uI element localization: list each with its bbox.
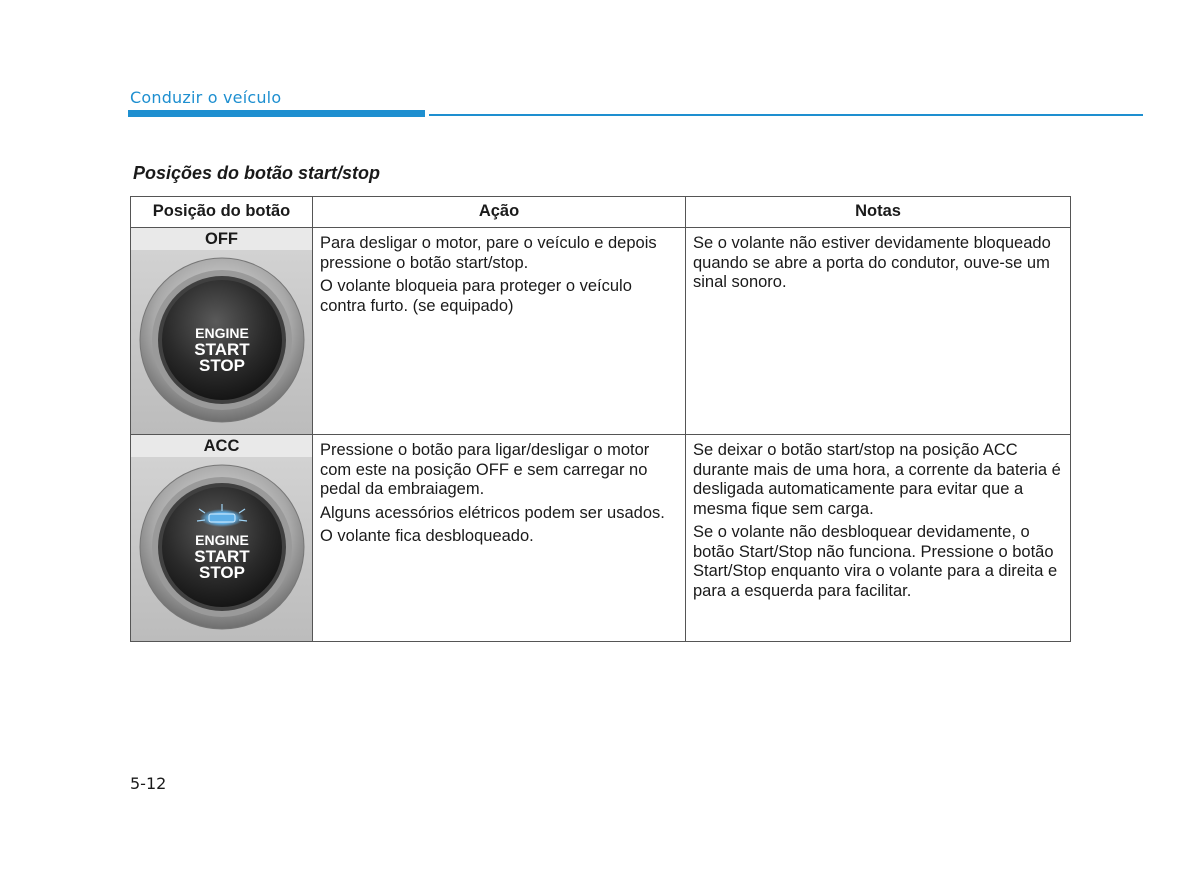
notes-text: Se deixar o botão start/stop na posição ACC durante mais de uma hora, a corrente da bateria é desligada automaticamente para evitar que a mesma fique sem carga. (693, 441, 1061, 518)
header-notes: Notas (686, 197, 1071, 228)
action-text: Para desligar o motor, pare o veículo e depois pressione o botão start/stop. (320, 234, 657, 272)
position-cell-off (131, 228, 313, 435)
button-text-engine: ENGINE (195, 532, 249, 548)
position-label-acc: ACC (131, 435, 312, 457)
notes-text: Se o volante não estiver devidamente bloqueado quando se abre a porta do condutor, ouve-se um sinal sonoro. (693, 234, 1051, 291)
section-header: Conduzir o veículo (130, 88, 282, 107)
engine-start-stop-button-icon (131, 250, 312, 434)
header-action: Ação (313, 197, 686, 228)
button-text-start: START (194, 547, 250, 566)
table-row-off (131, 228, 1071, 435)
button-text-engine: ENGINE (195, 325, 249, 341)
notes-cell-acc (686, 435, 1071, 642)
action-text: O volante fica desbloqueado. (320, 527, 534, 545)
button-text-stop: STOP (199, 356, 245, 375)
action-text: Alguns acessórios elétricos podem ser usados. (320, 503, 665, 522)
header-position: Posição do botão (131, 197, 313, 228)
position-cell-acc (131, 435, 313, 642)
action-cell-off (313, 228, 686, 435)
position-label-off: OFF (131, 228, 312, 250)
page-number: 5-12 (130, 774, 167, 793)
table-row-acc (131, 435, 1071, 642)
notes-cell-off (686, 228, 1071, 435)
action-cell-acc (313, 435, 686, 642)
button-positions-table (130, 196, 1071, 642)
header-bar-thin (429, 114, 1143, 116)
header-bar-thick (128, 110, 425, 117)
engine-start-stop-button-icon (131, 457, 312, 641)
action-text: Pressione o botão para ligar/desligar o motor com este na posição OFF e sem carregar no pedal da embraiagem. (320, 441, 650, 498)
section-title: Posições do botão start/stop (133, 163, 381, 183)
notes-text: Se o volante não desbloquear devidamente, o botão Start/Stop não funciona. Pressione o botão Start/Stop enquanto vira o volante para a direita e para a esquerda para facilitar. (693, 523, 1058, 600)
action-text: O volante bloqueia para proteger o veículo contra furto. (se equipado) (320, 277, 632, 315)
button-text-stop: STOP (199, 563, 245, 582)
table-header-row (131, 197, 1071, 228)
button-text-start: START (194, 340, 250, 359)
